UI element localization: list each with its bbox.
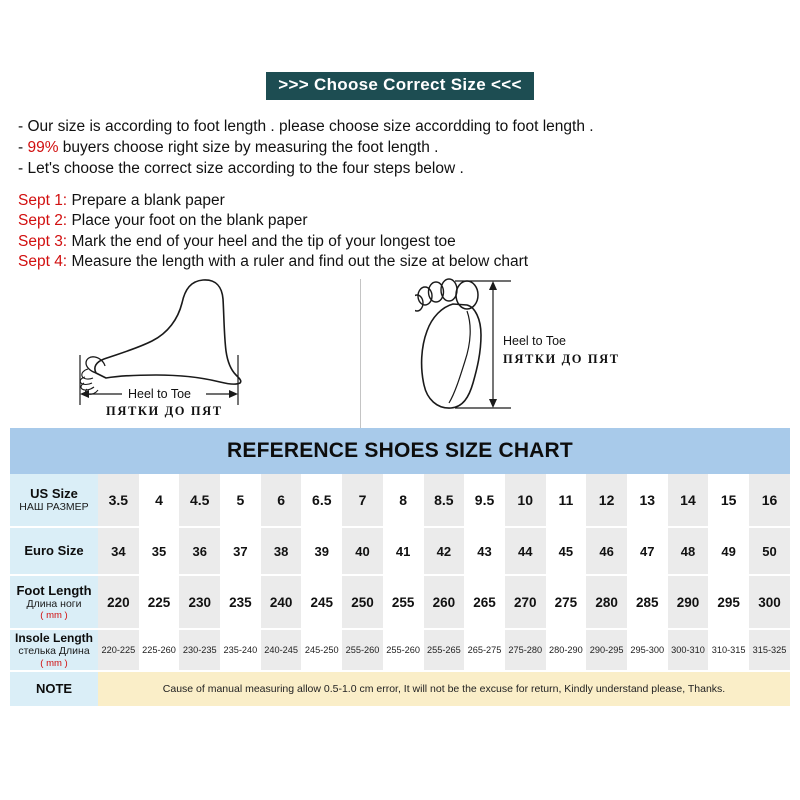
side-label-en: Heel to Toe [128, 386, 192, 401]
size-chart-table [10, 428, 790, 706]
cell-insole-16: 310-315 [708, 630, 749, 670]
cell-foot-11: 270 [505, 576, 546, 628]
chart-title: REFERENCE SHOES SIZE CHART [10, 428, 790, 474]
row-label-foot-length-en: Foot Length [16, 582, 92, 598]
reference-size-chart [10, 428, 790, 706]
side-label-ru: ПЯТКИ ДО ПЯТ [106, 403, 223, 418]
table-row-euro-size [10, 528, 790, 574]
cell-euro-7: 40 [342, 528, 383, 574]
cell-euro-10: 43 [464, 528, 505, 574]
row-label-foot-length [10, 576, 98, 628]
cell-euro-6: 39 [301, 528, 342, 574]
cell-insole-10: 265-275 [464, 630, 505, 670]
cell-us-15: 14 [668, 474, 709, 526]
step-item-4 [18, 252, 800, 273]
cell-insole-9: 255-265 [424, 630, 465, 670]
cell-euro-12: 45 [546, 528, 587, 574]
cell-insole-7: 255-260 [342, 630, 383, 670]
row-label-euro-size [10, 528, 98, 574]
cell-foot-4: 235 [220, 576, 261, 628]
cell-euro-8: 41 [383, 528, 424, 574]
step-label-1: Sept 1: [18, 191, 68, 209]
cell-us-10: 9.5 [464, 474, 505, 526]
intro-line-3: - Let's choose the correct size according to the four steps below . [18, 159, 464, 177]
steps-list [18, 191, 800, 273]
cell-euro-9: 42 [424, 528, 465, 574]
row-label-insole-length-unit: ( mm ) [40, 657, 68, 669]
table-row-foot-length [10, 576, 790, 628]
cell-insole-1: 220-225 [98, 630, 139, 670]
cell-foot-7: 250 [342, 576, 383, 628]
cell-us-11: 10 [505, 474, 546, 526]
row-label-insole-length-ru: стелька Длина [18, 645, 90, 658]
cell-us-12: 11 [546, 474, 587, 526]
cell-us-5: 6 [261, 474, 302, 526]
cell-insole-17: 315-325 [749, 630, 790, 670]
cell-foot-9: 260 [424, 576, 465, 628]
cell-foot-6: 245 [301, 576, 342, 628]
cell-insole-11: 275-280 [505, 630, 546, 670]
row-label-foot-length-unit: ( mm ) [40, 610, 68, 622]
table-row-us-size [10, 474, 790, 526]
chart-title-row [10, 428, 790, 474]
cell-insole-13: 290-295 [586, 630, 627, 670]
row-label-foot-length-ru: Длина ноги [26, 597, 82, 610]
cell-euro-1: 34 [98, 528, 139, 574]
top-label-en: Heel to Toe [503, 333, 567, 348]
cell-foot-8: 255 [383, 576, 424, 628]
cell-euro-2: 35 [139, 528, 180, 574]
table-row-note [10, 672, 790, 706]
cell-euro-16: 49 [708, 528, 749, 574]
cell-euro-11: 44 [505, 528, 546, 574]
banner-container [0, 0, 800, 100]
cell-insole-6: 245-250 [301, 630, 342, 670]
cell-us-1: 3.5 [98, 474, 139, 526]
cell-us-2: 4 [139, 474, 180, 526]
cell-euro-5: 38 [261, 528, 302, 574]
cell-us-6: 6.5 [301, 474, 342, 526]
cell-foot-10: 265 [464, 576, 505, 628]
step-label-4: Sept 4: [18, 253, 68, 271]
cell-foot-12: 275 [546, 576, 587, 628]
cell-foot-15: 290 [668, 576, 709, 628]
step-text-1: Prepare a blank paper [71, 191, 225, 209]
cell-insole-2: 225-260 [139, 630, 180, 670]
cell-euro-13: 46 [586, 528, 627, 574]
cell-euro-4: 37 [220, 528, 261, 574]
row-label-euro-size-en: Euro Size [24, 543, 84, 559]
cell-foot-16: 295 [708, 576, 749, 628]
row-label-note [10, 672, 98, 706]
cell-us-7: 7 [342, 474, 383, 526]
intro-percent-highlight: 99% [27, 138, 59, 156]
cell-us-16: 15 [708, 474, 749, 526]
cell-us-4: 5 [220, 474, 261, 526]
intro-line-2 [18, 137, 800, 158]
step-item-2 [18, 211, 800, 232]
side-view-foot-diagram [60, 277, 350, 432]
cell-us-8: 8 [383, 474, 424, 526]
top-label-ru: ПЯТКИ ДО ПЯТ [503, 351, 620, 366]
intro-line-2-prefix: - [18, 138, 28, 156]
step-text-2: Place your foot on the blank paper [71, 212, 308, 230]
cell-us-3: 4.5 [179, 474, 220, 526]
intro-line-2-rest: buyers choose right size by measuring the foot length . [58, 138, 439, 156]
step-text-3: Mark the end of your heel and the tip of your longest toe [71, 232, 456, 250]
top-foot-svg [415, 277, 665, 427]
cell-euro-3: 36 [179, 528, 220, 574]
diagram-divider [360, 279, 361, 437]
step-item-3 [18, 232, 800, 253]
cell-foot-17: 300 [749, 576, 790, 628]
row-label-insole-length-en: Insole Length [15, 631, 93, 646]
cell-insole-3: 230-235 [179, 630, 220, 670]
cell-foot-3: 230 [179, 576, 220, 628]
cell-us-14: 13 [627, 474, 668, 526]
step-text-4: Measure the length with a ruler and find out the size at below chart [71, 253, 529, 271]
note-text: Cause of manual measuring allow 0.5-1.0 cm error, It will not be the excuse for return, Kindly understand please, Thanks. [98, 672, 790, 706]
step-label-3: Sept 3: [18, 232, 68, 250]
cell-insole-4: 235-240 [220, 630, 261, 670]
row-label-note-en: NOTE [35, 681, 73, 697]
cell-foot-2: 225 [139, 576, 180, 628]
row-label-insole-length [10, 630, 98, 670]
intro-line-1: - Our size is according to foot length . please choose size accordding to foot length . [18, 117, 594, 135]
cell-us-9: 8.5 [424, 474, 465, 526]
row-label-us-size-en: US Size [30, 486, 78, 502]
cell-euro-15: 48 [668, 528, 709, 574]
cell-insole-14: 295-300 [627, 630, 668, 670]
foot-measure-diagrams [0, 279, 800, 439]
cell-foot-13: 280 [586, 576, 627, 628]
cell-insole-15: 300-310 [668, 630, 709, 670]
page-title: >>> Choose Correct Size <<< [266, 72, 533, 100]
cell-euro-17: 50 [749, 528, 790, 574]
cell-insole-8: 255-260 [383, 630, 424, 670]
table-row-insole-length [10, 630, 790, 670]
cell-insole-12: 280-290 [546, 630, 587, 670]
cell-foot-1: 220 [98, 576, 139, 628]
row-label-us-size [10, 474, 98, 526]
step-label-2: Sept 2: [18, 212, 68, 230]
cell-euro-14: 47 [627, 528, 668, 574]
cell-foot-5: 240 [261, 576, 302, 628]
side-foot-svg [60, 277, 350, 427]
cell-us-17: 16 [749, 474, 790, 526]
row-label-us-size-ru: НАШ РАЗМЕР [19, 501, 89, 514]
step-item-1 [18, 191, 800, 212]
top-view-foot-diagram [415, 277, 665, 432]
cell-us-13: 12 [586, 474, 627, 526]
intro-text-block [18, 116, 800, 179]
cell-insole-5: 240-245 [261, 630, 302, 670]
cell-foot-14: 285 [627, 576, 668, 628]
